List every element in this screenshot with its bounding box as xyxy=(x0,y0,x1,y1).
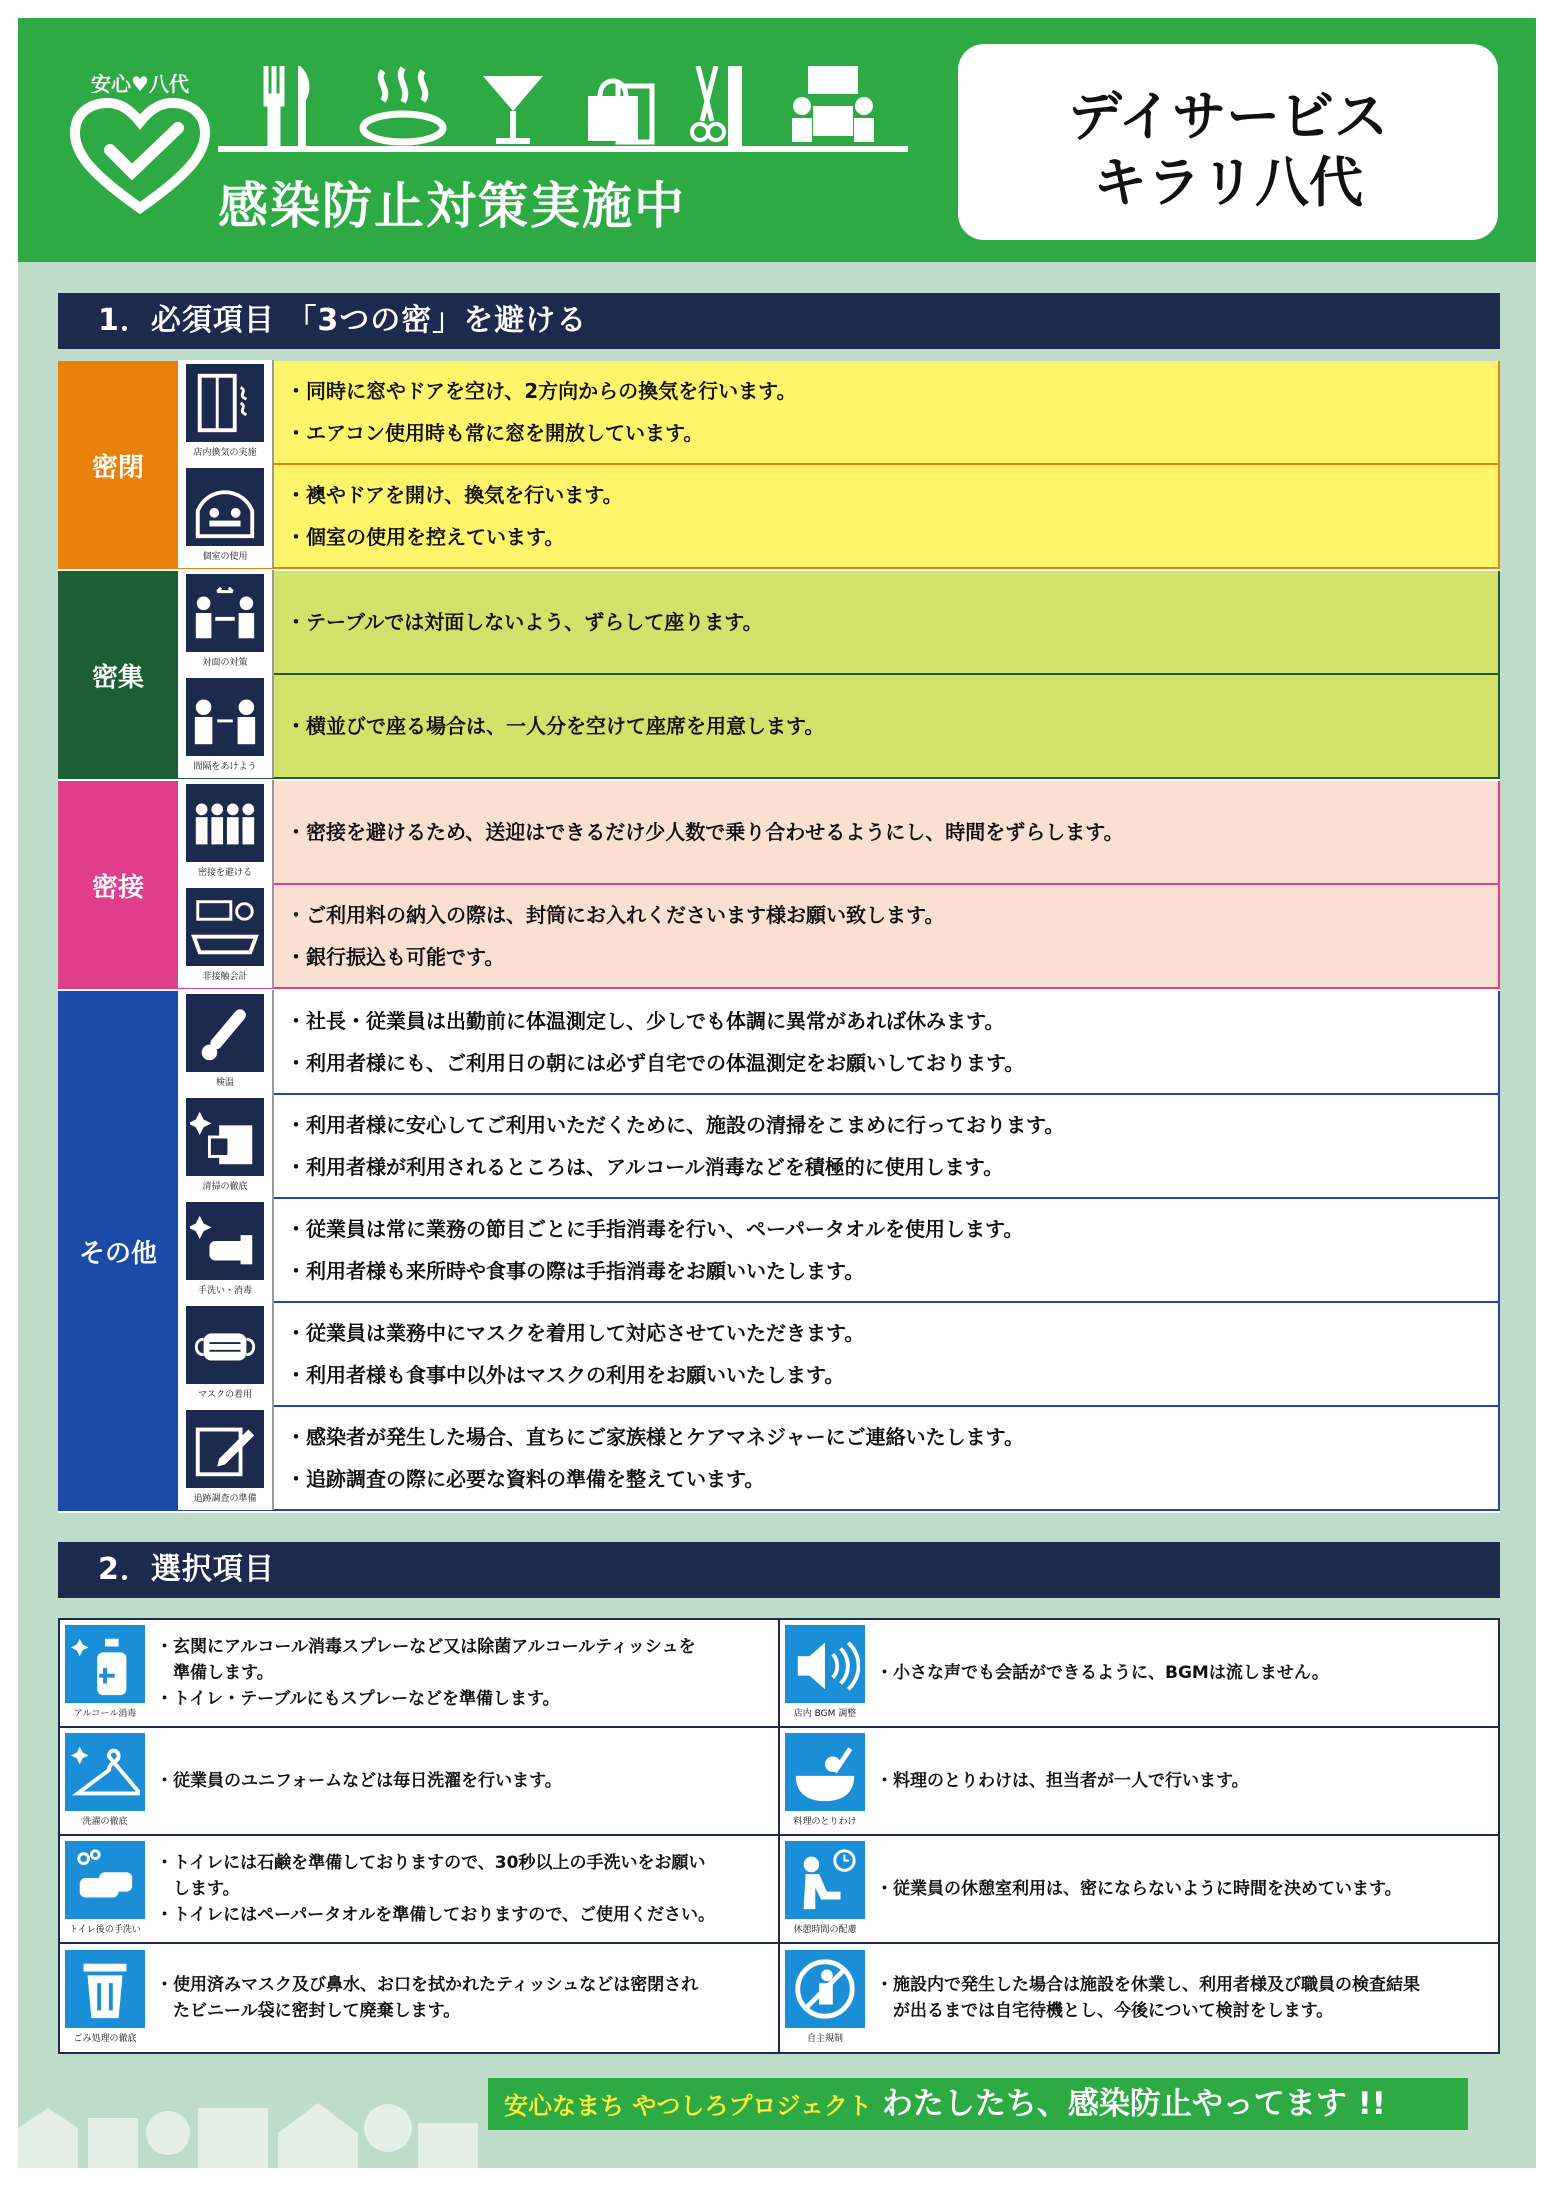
icon-caption: アルコール消毒 xyxy=(73,1709,137,1719)
measure-text xyxy=(274,894,944,978)
measure-line: ・襖やドアを開け、換気を行います。 xyxy=(286,483,623,507)
measure-line: ・社長・従業員は出勤前に体温測定し、少しでも体調に異常があれば休みます。 xyxy=(286,1009,1005,1033)
facility-name-line2: キラリ八代 xyxy=(1093,151,1363,214)
mask-icon xyxy=(190,1310,260,1380)
icon-tile xyxy=(186,1410,264,1488)
required-items-table xyxy=(58,361,1500,1513)
measure-text xyxy=(274,1416,1024,1500)
window-ventilation-icon xyxy=(190,368,260,438)
option-text xyxy=(870,1876,1410,1902)
measure-line: ・同時に窓やドアを空け、2方向からの換気を行います。 xyxy=(286,379,797,403)
section1-title: 1．必須項目 「3つの密」を避ける xyxy=(58,293,1500,349)
icon-caption: 手洗い・消毒 xyxy=(197,1286,252,1296)
option-cell xyxy=(60,1944,780,2052)
logo-text: 安心♥八代 xyxy=(91,72,189,96)
measure-icon-box xyxy=(178,1094,274,1198)
option-cell xyxy=(60,1620,780,1726)
icon-caption: 検温 xyxy=(215,1078,234,1088)
icon-caption: 清掃の徹底 xyxy=(202,1182,248,1192)
option-text xyxy=(870,1972,1428,2024)
measure-line: ・ご利用料の納入の際は、封筒にお入れくださいます様お願い致します。 xyxy=(286,903,945,927)
face-to-face-icon xyxy=(190,578,260,648)
measure-icon-box xyxy=(178,1406,274,1510)
measure-icon-box xyxy=(178,1302,274,1406)
icon-caption: 料理のとりわけ xyxy=(793,1817,857,1827)
slogan-text: わたしたち、感染防止やってます !! xyxy=(881,2086,1386,2122)
option-line: ・料理のとりわけは、担当者が一人で行います。 xyxy=(876,1771,1249,1791)
measure-line: ・個室の使用を控えています。 xyxy=(286,525,565,549)
measure-icon-box xyxy=(178,1198,274,1302)
measure-text xyxy=(274,474,623,558)
option-text xyxy=(150,1850,723,1928)
icon-tile xyxy=(186,994,264,1072)
option-cell xyxy=(780,1944,1498,2052)
measure-line: ・銀行振込も可能です。 xyxy=(286,945,505,969)
icon-caption: 店内 BGM 調整 xyxy=(793,1709,857,1719)
measure-icon-box xyxy=(178,780,274,884)
option-line: ・従業員のユニフォームなどは毎日洗濯を行います。 xyxy=(156,1771,562,1791)
hot-spring-icon xyxy=(358,66,448,146)
option-icon-box xyxy=(60,1621,150,1725)
avoid-crowd-icon xyxy=(190,788,260,858)
group-0 xyxy=(58,361,1500,571)
icon-tile xyxy=(785,1625,865,1703)
measure-line: ・利用者様も食事中以外はマスクの利用をお願いいたします。 xyxy=(286,1363,845,1387)
banner-title: 感染防止対策実施中 xyxy=(218,177,686,235)
pen-notepad-icon xyxy=(190,1414,260,1484)
icon-caption: 密接を避ける xyxy=(197,868,252,878)
icon-caption: トイレ後の手洗い xyxy=(69,1925,141,1935)
measure-row xyxy=(178,781,1500,885)
scissors-comb-icon xyxy=(688,66,758,146)
group-label: 密集 xyxy=(58,571,178,779)
section2-title: 2．選択項目 xyxy=(58,1542,1500,1598)
icon-tile xyxy=(785,1841,865,1919)
option-cell xyxy=(780,1620,1498,1726)
icon-caption: 対面の対策 xyxy=(202,658,248,668)
footer-slogan xyxy=(488,2078,1468,2130)
option-text xyxy=(150,1768,570,1794)
option-icon-box xyxy=(60,1837,150,1941)
measure-row xyxy=(178,675,1500,779)
measure-line: ・エアコン使用時も常に窓を開放しています。 xyxy=(286,421,704,445)
header-banner xyxy=(18,18,1536,262)
option-line: が出るまでは自宅待機とし、今後について検討をします。 xyxy=(876,2001,1334,2021)
hand-sanitize-icon xyxy=(190,1206,260,1276)
option-row xyxy=(60,1620,1498,1728)
icon-caption: 間隔をあけよう xyxy=(193,762,257,772)
measure-text xyxy=(274,370,797,454)
measure-row xyxy=(178,1095,1500,1199)
option-line: します。 xyxy=(156,1879,240,1899)
measure-icon-box xyxy=(178,884,274,988)
cleaning-icon xyxy=(190,1102,260,1172)
poster xyxy=(18,18,1536,2168)
measure-row xyxy=(178,1303,1500,1407)
option-icon-box xyxy=(780,1946,870,2050)
distance-icon xyxy=(190,682,260,752)
icon-caption: マスクの着用 xyxy=(197,1390,252,1400)
option-line: ・施設内で発生した場合は施設を休業し、利用者様及び職員の検査結果 xyxy=(876,1975,1420,1995)
icon-tile xyxy=(186,888,264,966)
option-icon-box xyxy=(60,1729,150,1833)
measure-line: ・テーブルでは対面しないよう、ずらして座ります。 xyxy=(286,610,763,634)
group-2 xyxy=(58,781,1500,991)
option-line: ・トイレにはペーパータオルを準備しておりますので、ご使用ください。 xyxy=(156,1905,715,1925)
option-line: 準備します。 xyxy=(156,1663,274,1683)
optional-items-table xyxy=(58,1618,1500,2054)
shopping-bag-icon xyxy=(578,66,658,146)
measure-line: ・従業員は業務中にマスクを着用して対応させていただきます。 xyxy=(286,1321,865,1345)
option-line: ・トイレ・テーブルにもスプレーなどを準備します。 xyxy=(156,1689,560,1709)
cocktail-icon xyxy=(478,66,548,146)
icon-caption: 店内換気の実施 xyxy=(193,448,257,458)
alcohol-spray-icon xyxy=(70,1629,140,1699)
group-3 xyxy=(58,991,1500,1513)
option-line: ・従業員の休憩室利用は、密にならないように時間を決めています。 xyxy=(876,1879,1402,1899)
self-restraint-icon xyxy=(790,1954,860,2024)
option-icon-box xyxy=(60,1946,150,2050)
icon-tile xyxy=(65,1733,145,1811)
measure-row xyxy=(178,361,1500,465)
icon-tile xyxy=(186,1098,264,1176)
measure-text xyxy=(274,1104,1064,1188)
facility-name-box xyxy=(958,44,1498,240)
measure-text xyxy=(274,1312,864,1396)
option-text xyxy=(150,1634,704,1712)
measure-row xyxy=(178,1407,1500,1511)
option-line: ・使用済みマスク及び鼻水、お口を拭かれたティッシュなどは密閉され xyxy=(156,1975,699,1995)
icon-tile xyxy=(186,574,264,652)
icon-caption: 自主規制 xyxy=(806,2034,843,2044)
option-icon-box xyxy=(780,1729,870,1833)
measure-icon-box xyxy=(178,360,274,464)
group-label: その他 xyxy=(58,991,178,1511)
option-line: ・玄関にアルコール消毒スプレーなど又は除菌アルコールティッシュを xyxy=(156,1637,696,1657)
measure-line: ・利用者様に安心してご利用いただくために、施設の清掃をこまめに行っております。 xyxy=(286,1113,1065,1137)
option-row xyxy=(60,1728,1498,1836)
icon-tile xyxy=(186,468,264,546)
icon-tile xyxy=(186,678,264,756)
anshin-logo xyxy=(70,68,210,218)
cashless-tray-icon xyxy=(190,892,260,962)
option-cell xyxy=(60,1728,780,1834)
option-cell xyxy=(780,1836,1498,1942)
icon-tile xyxy=(785,1733,865,1811)
icon-tile xyxy=(65,1841,145,1919)
icon-tile xyxy=(65,1625,145,1703)
hanger-icon xyxy=(70,1737,140,1807)
hand-wash-icon xyxy=(70,1845,140,1915)
option-row xyxy=(60,1944,1498,2052)
measure-line: ・従業員は常に業務の節目ごとに手指消毒を行い、ペーパータオルを使用します。 xyxy=(286,1217,1024,1241)
icon-tile xyxy=(186,1202,264,1280)
bowl-ladle-icon xyxy=(790,1737,860,1807)
meeting-icon xyxy=(788,66,878,146)
option-text xyxy=(870,1768,1257,1794)
option-cell xyxy=(60,1836,780,1942)
trash-can-icon xyxy=(70,1954,140,2024)
option-row xyxy=(60,1836,1498,1944)
measure-row xyxy=(178,465,1500,569)
banner-divider xyxy=(218,146,908,152)
option-icon-box xyxy=(780,1621,870,1725)
measure-line: ・感染者が発生した場合、直ちにご家族様とケアマネジャーにご連絡いたします。 xyxy=(286,1425,1024,1449)
icon-tile xyxy=(785,1950,865,2028)
thermometer-icon xyxy=(190,998,260,1068)
measure-text xyxy=(274,1000,1024,1084)
measure-line: ・密接を避けるため、送迎はできるだけ少人数で乗り合わせるようにし、時間をずらします。 xyxy=(286,820,1124,844)
measure-icon-box xyxy=(178,464,274,568)
option-line: たビニール袋に密封して廃棄します。 xyxy=(156,2001,461,2021)
speaker-icon xyxy=(790,1629,860,1699)
measure-line: ・利用者様が利用されるところは、アルコール消毒などを積極的に使用します。 xyxy=(286,1155,1004,1179)
measure-text xyxy=(274,601,763,643)
icon-caption: ごみ処理の徹底 xyxy=(73,2034,137,2044)
measure-row xyxy=(178,1199,1500,1303)
measure-icon-box xyxy=(178,990,274,1094)
measure-line: ・利用者様にも、ご利用日の朝には必ず自宅での体温測定をお願いしております。 xyxy=(286,1051,1025,1075)
measure-line: ・追跡調査の際に必要な資料の準備を整えています。 xyxy=(286,1467,765,1491)
measure-row xyxy=(178,885,1500,989)
group-label: 密閉 xyxy=(58,361,178,569)
option-text xyxy=(150,1972,706,2024)
option-line: ・トイレには石鹸を準備しておりますので、30秒以上の手洗いをお願い xyxy=(156,1853,706,1873)
group-label: 密接 xyxy=(58,781,178,989)
measure-text xyxy=(274,1208,1023,1292)
private-room-icon xyxy=(190,472,260,542)
option-line: ・小さな声でも会話ができるように、BGMは流しません。 xyxy=(876,1663,1329,1683)
measure-icon-box xyxy=(178,674,274,778)
icon-caption: 非接触会計 xyxy=(202,972,248,982)
measure-text xyxy=(274,705,824,747)
icon-tile xyxy=(186,1306,264,1384)
rest-time-icon xyxy=(790,1845,860,1915)
measure-row xyxy=(178,571,1500,675)
icon-caption: 個室の使用 xyxy=(202,552,248,562)
measure-line: ・利用者様も来所時や食事の際は手指消毒をお願いいたします。 xyxy=(286,1259,865,1283)
icon-caption: 休憩時間の配慮 xyxy=(793,1925,857,1935)
option-cell xyxy=(780,1728,1498,1834)
measure-text xyxy=(274,811,1124,853)
measure-row xyxy=(178,991,1500,1095)
group-1 xyxy=(58,571,1500,781)
icon-tile xyxy=(65,1950,145,2028)
fork-knife-icon xyxy=(258,66,318,146)
option-icon-box xyxy=(780,1837,870,1941)
facility-name-line1: デイサービス xyxy=(1067,85,1389,148)
icon-caption: 洗濯の徹底 xyxy=(82,1817,128,1827)
measure-line: ・横並びで座る場合は、一人分を空けて座席を用意します。 xyxy=(286,714,825,738)
icon-tile xyxy=(186,364,264,442)
measure-icon-box xyxy=(178,570,274,674)
heart-check-icon xyxy=(70,98,210,218)
project-name: 安心なまち やつしろプロジェクト xyxy=(504,2092,872,2120)
icon-tile xyxy=(186,784,264,862)
icon-caption: 追跡調査の準備 xyxy=(193,1494,257,1504)
option-text xyxy=(870,1660,1337,1686)
